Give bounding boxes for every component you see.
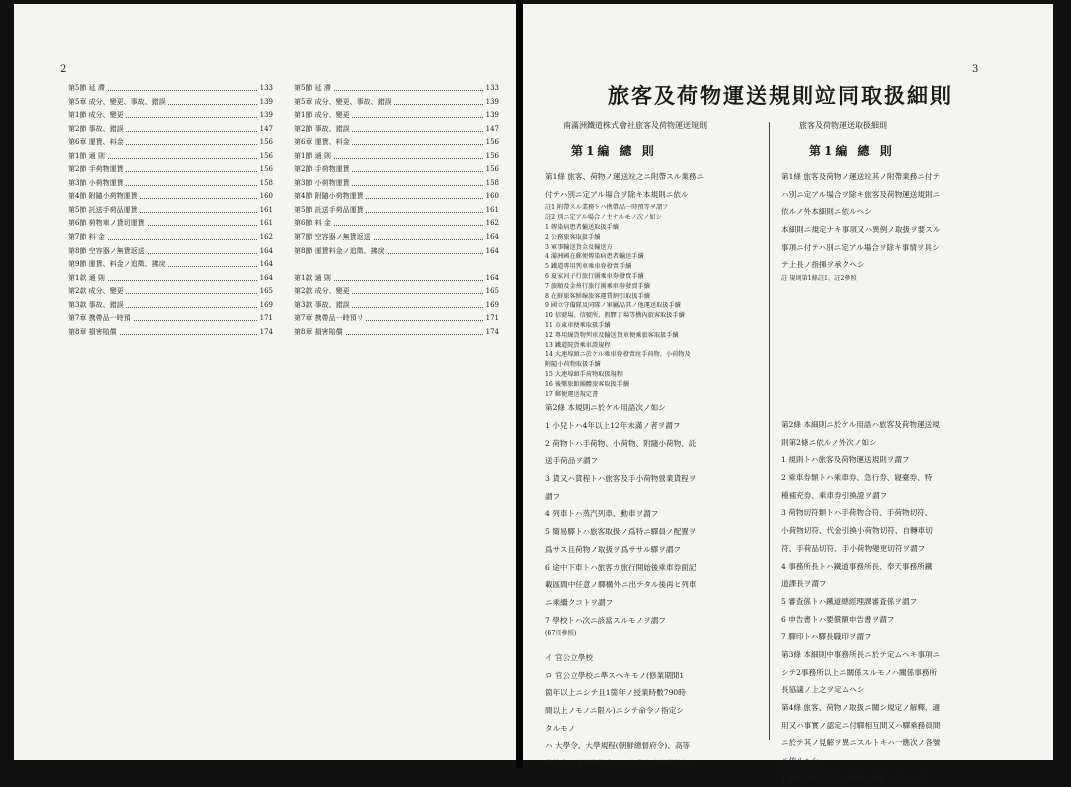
toc-entry-label: 第7節 料 金	[68, 231, 107, 245]
text-line: 9 國立守備隊及同隊ノ軍屬品其ノ他運送取扱手續	[545, 302, 681, 310]
text-line: 符、手荷品切符、手小荷物變更切符ヲ謂フ	[781, 543, 926, 553]
text-line: 5 審査係トハ鐵道總經理課審査係ヲ謂フ	[781, 596, 918, 606]
text-line: 12 專用線貨物列車及輸送貨車便乘旅客取扱手續	[545, 331, 679, 339]
toc-entry-label: 第2節 事故、錯誤	[68, 123, 126, 137]
text-line: 1 傳染病患者輸送取扱手續	[545, 223, 619, 231]
toc-entry-page: 156	[258, 163, 273, 177]
page-title: 旅客及荷物運送規則竝同取扱細則	[608, 83, 953, 108]
text-line: ハ別ニ定アル場合ヲ除キ旅客及荷物運送規則ニ	[781, 189, 941, 199]
toc-entry-page: 171	[484, 312, 499, 326]
page-number-left: 2	[60, 64, 67, 75]
toc-entry-page: 133	[258, 82, 273, 96]
text-line: 16 後樂旅館團體旅客取扱手續	[545, 380, 630, 388]
text-line: ニ乘繼クコトヲ謂フ	[545, 597, 614, 607]
toc-entry-label: 第3節 小荷物運賃	[68, 177, 126, 191]
column-divider	[769, 122, 770, 740]
toc-column-2	[294, 82, 499, 339]
left-page	[14, 4, 516, 760]
text-line: (67頁參照)	[545, 630, 577, 638]
toc-entry	[294, 109, 499, 123]
text-line: 3 軍事輸送貨金及輸送方	[545, 243, 613, 251]
toc-entry	[68, 177, 273, 191]
toc-entry-label: 第6章 運賃、料金	[294, 136, 352, 150]
toc-entry-page: 161	[258, 204, 273, 218]
text-line: 15 大連埠頭手荷物取扱規程	[545, 370, 623, 378]
toc-entry	[294, 312, 499, 326]
toc-entry-label: 第2節 事故、錯誤	[294, 123, 352, 137]
text-line: 13 鐵道院貨乘車證規程	[545, 341, 611, 349]
detailed-rules-subhead: 旅客及荷物運送取扱細則	[799, 121, 887, 130]
toc-entry-page: 156	[484, 136, 499, 150]
toc-entry	[68, 272, 273, 286]
toc-entry	[294, 96, 499, 110]
text-line: 註 規則第1條註1、註2參照	[781, 275, 857, 283]
toc-entry-label: 第1款 通 則	[294, 272, 333, 286]
text-line: 載區間中任意ノ驛構外ニ出テタル後再ヒ列車	[545, 580, 697, 590]
text-line: 種補充券、乘車券引換證ヲ謂フ	[781, 490, 888, 500]
text-line: シテ2事務所以上ニ關係スルモノハ關係事務所	[781, 667, 938, 677]
text-line: イ 官公立學校	[545, 653, 593, 663]
toc-entry-page: 156	[484, 150, 499, 164]
toc-entry-label: 第1節 通 則	[68, 150, 107, 164]
text-line: ハ 大學令、大學規程(朝鮮總督府令)、高等	[545, 741, 691, 751]
text-line: 2 荷物トハ手荷物、小荷物、附隨小荷物、託	[545, 438, 697, 448]
toc-entry-label: 第2節 手荷物運賃	[68, 163, 126, 177]
toc-column-1	[68, 82, 273, 339]
toc-entry-label: 第1節 成分、變更	[294, 109, 352, 123]
text-line: 14 大連埠頭ニ於ケル乘車券發賣竝手荷物、小荷物及	[545, 351, 691, 359]
toc-entry	[68, 204, 273, 218]
toc-entry-page: 162	[258, 231, 273, 245]
toc-entry-page: 162	[484, 217, 499, 231]
text-line: 7 旅順及金州行旅行團乘車券發賣手續	[545, 282, 650, 290]
toc-entry-page: 171	[258, 312, 273, 326]
toc-entry-label: 第2款 成分、變更	[68, 285, 126, 299]
toc-entry-label: 第6章 運賃、料金	[68, 136, 126, 150]
toc-entry	[294, 150, 499, 164]
toc-entry-label: 第5章 成分、變更、事故、錯誤	[68, 96, 168, 110]
toc-entry-page: 164	[258, 258, 273, 272]
text-line: 4 滿洲國在郵便傳染病患者輸送手續	[545, 253, 644, 261]
text-line: 長協議ノ上之ヲ定ムヘシ	[781, 685, 865, 695]
toc-entry	[68, 326, 273, 340]
toc-entry-label: 第3節 小荷物運賃	[294, 177, 352, 191]
right-page	[523, 4, 1053, 783]
text-line: 則第2條ニ依ルノ外次ノ如シ	[781, 437, 877, 447]
toc-entry-page: 139	[258, 96, 273, 110]
toc-entry	[68, 123, 273, 137]
text-line	[545, 639, 785, 649]
toc-entry-label: 第7節 空容器ノ無賃返送	[294, 231, 373, 245]
toc-entry	[68, 136, 273, 150]
toc-entry	[68, 190, 273, 204]
text-line: ロ 官公立學校ニ準スヘキモノ(修業期間1	[545, 670, 685, 680]
toc-entry-label: 第1款 通 則	[68, 272, 107, 286]
toc-entry-label: 第1節 通 則	[294, 150, 333, 164]
toc-entry-page: 165	[484, 285, 499, 299]
toc-entry-page: 147	[258, 123, 273, 137]
toc-entry-page: 160	[484, 190, 499, 204]
text-line: 本細則ニ規定ナキ事項又ハ異例ノ取扱ヲ要スル	[781, 225, 941, 235]
text-line: 6 途中下車トハ旅客カ旅行開始後乘車券面記	[545, 562, 697, 572]
text-line: 11 市東車便乘取扱手續	[545, 321, 611, 329]
toc-entry	[68, 150, 273, 164]
toc-entry-page: 169	[484, 299, 499, 313]
toc-entry	[68, 312, 273, 326]
toc-entry-label: 第5節 託送手荷品運賃	[68, 204, 140, 218]
text-line: 3 荷物切符類トハ手荷物合符、手荷物切符、	[781, 508, 933, 518]
text-line: 2 公務旅客取扱手續	[545, 233, 601, 241]
toc-entry	[68, 163, 273, 177]
text-line: ニ於テ其ノ見解ヲ異ニスルトキハ一應次ノ各號	[781, 738, 941, 748]
toc-entry-page: 158	[484, 177, 499, 191]
toc-entry-page: 164	[258, 245, 273, 259]
toc-entry-label: 第5節 託送手荷品運賃	[294, 204, 366, 218]
book-gutter	[516, 0, 523, 768]
toc-entry-page: 161	[484, 204, 499, 218]
text-line: 學校令、專門學校令、公立私立專門學校規	[545, 759, 690, 769]
toc-entry-page: 156	[258, 150, 273, 164]
toc-entry-label: 第9節 運賃、料金ノ追徵、拂戾	[68, 258, 168, 272]
detailed-rules-text-2	[781, 416, 1031, 787]
text-line: 2 乘車券類トハ乘車券、急行券、寢臺券、特	[781, 473, 933, 483]
toc-entry-page: 164	[484, 231, 499, 245]
text-line: 謂フ	[545, 491, 561, 501]
text-line: 第2條 本規則ニ於ケル用語次ノ如シ	[545, 403, 666, 413]
toc-entry-label: 第7章 携帶品一時預リ	[294, 312, 366, 326]
text-line: 小荷物切符、代金引換小荷物切符、自轉車切	[781, 526, 933, 536]
text-line: 10 信號場、信號所、假驛丁場等構內旅客取扱手續	[545, 312, 685, 320]
toc-entry	[68, 231, 273, 245]
toc-entry	[294, 177, 499, 191]
toc-entry	[68, 245, 273, 259]
toc-entry	[294, 217, 499, 231]
text-line: 註1 附帶スル業務トハ携帶品一時預等ヲ謂フ	[545, 204, 669, 212]
text-line: 註2 別ニ定アル場合ノ主ナルモノ次ノ如シ	[545, 214, 662, 222]
toc-entry-label: 第3款 事故、錯誤	[68, 299, 126, 313]
text-line: 第1條 旅客及荷物ノ運送竝其ノ附帶業務ニ付テ	[781, 172, 941, 181]
text-line: ニ依ルヘシ	[781, 756, 819, 766]
toc-entry-page: 156	[258, 136, 273, 150]
toc-entry	[294, 299, 499, 313]
toc-entry	[68, 217, 273, 231]
text-line: 第4條 旅客、荷物ノ取扱ニ關シ規定ノ解釋、適	[781, 703, 941, 712]
text-line: 第1條 旅客、荷物ノ運送竝之ニ附帶スル業務ニ	[545, 172, 705, 181]
toc-entry-page: 174	[258, 326, 273, 340]
toc-entry	[68, 299, 273, 313]
text-line: 1 驛相互間ニ於テハ發驛ノ取扱ニ依ルコト	[781, 773, 925, 783]
toc-entry-page: 139	[258, 109, 273, 123]
toc-entry	[68, 285, 273, 299]
regulations-part-heading: 第1編 總 則	[571, 144, 657, 158]
toc-entry-label: 第6節 荷物車ノ貸切運賃	[68, 217, 147, 231]
text-line: 第2條 本細則ニ於ケル用語ハ旅客及荷物運送規	[781, 420, 940, 429]
toc-entry-page: 169	[258, 299, 273, 313]
text-line: 7 學校トハ次ニ該當スルモノヲ謂フ	[545, 615, 666, 625]
toc-entry-page: 164	[484, 245, 499, 259]
toc-entry-page: 158	[258, 177, 273, 191]
detailed-rules-text-1	[781, 168, 1031, 284]
text-line: 8 在鮮旅客鮮線旅客運賃割引取扱手續	[545, 292, 650, 300]
text-line: 7 驛印トハ驛長職印ヲ謂フ	[781, 632, 872, 642]
toc-entry-label: 第7章 携帶品一時預	[68, 312, 133, 326]
page-number-right: 3	[972, 64, 979, 75]
text-line: 道課長ヲ謂フ	[781, 579, 827, 589]
text-line: 第3條 本細則中事務所長ニ於テ定ムヘキ事項ニ	[781, 649, 941, 659]
toc-entry-page: 139	[484, 96, 499, 110]
toc-entry-label: 第2款 成分、變更	[294, 285, 352, 299]
text-line: 1 小兒トハ4年以上12年未滿ノ者ヲ謂フ	[545, 421, 681, 430]
toc-entry	[294, 136, 499, 150]
detailed-rules-part-heading: 第1編 總 則	[809, 144, 895, 158]
text-line: 6 申告書トハ要償額申告書ヲ謂フ	[781, 614, 895, 624]
toc-entry-page: 156	[484, 163, 499, 177]
toc-entry-page: 133	[484, 82, 499, 96]
toc-entry	[294, 123, 499, 137]
text-line: タルモノ	[545, 723, 576, 733]
toc-entry	[294, 204, 499, 218]
toc-entry	[294, 82, 499, 96]
toc-entry-page: 164	[258, 272, 273, 286]
toc-entry-label: 第1節 成分、變更	[68, 109, 126, 123]
toc-entry-label: 第8章 損害賠償	[294, 326, 345, 340]
regulations-text	[545, 168, 785, 773]
toc-entry-page: 161	[258, 217, 273, 231]
text-line: 送手荷品ヲ謂フ	[545, 456, 599, 466]
toc-entry	[294, 163, 499, 177]
toc-entry-label: 第2節 手荷物運賃	[294, 163, 352, 177]
toc-entry-page: 174	[484, 326, 499, 340]
toc-entry	[294, 231, 499, 245]
text-line: 用又ハ事實ノ認定ニ付驛相互間又ハ驛乘務員間	[781, 720, 941, 730]
text-line: テ上長ノ指揮ヲ承クヘシ	[781, 260, 865, 270]
toc-entry-label: 第4節 附隨小荷物運賃	[294, 190, 366, 204]
toc-entry	[294, 272, 499, 286]
text-line: 5 簡易驛トハ旅客取扱ノ爲特ニ驛員ノ配置ヲ	[545, 527, 697, 537]
toc-entry-label: 第8節 運賃料金ノ追徵、拂戾	[294, 245, 387, 259]
toc-entry-label: 第5節 延 滯	[68, 82, 107, 96]
toc-entry	[68, 258, 273, 272]
toc-entry	[294, 190, 499, 204]
regulations-subhead: 南滿洲鐵道株式會社旅客及荷物運送規則	[563, 121, 707, 130]
text-line: 4 事務所長トハ鐵道事務所長、奉天事務所鐵	[781, 561, 933, 571]
text-line: 箇年以上ニシテ且1箇年ノ授業時數790時	[545, 688, 686, 698]
text-line: 付テハ別ニ定アル場合ヲ除キ本規則ニ依ル	[545, 189, 689, 199]
toc-entry-page: 139	[484, 109, 499, 123]
text-line: 5 鐵道專用列車乘車券發賣手續	[545, 263, 632, 271]
text-line: 爲サス且荷物ノ取扱ヲ爲ササル驛ヲ謂フ	[545, 544, 682, 554]
text-line: 4 列車トハ蒸汽列車、動車ヲ謂フ	[545, 509, 659, 519]
toc-entry	[294, 245, 499, 259]
toc-entry-label: 第8章 損害賠償	[68, 326, 119, 340]
toc-entry-page: 147	[484, 123, 499, 137]
toc-entry-label: 第4節 附隨小荷物運賃	[68, 190, 140, 204]
text-line: 依ルノ外本細則ニ依ルヘシ	[781, 207, 872, 217]
toc-entry	[294, 285, 499, 299]
text-line: 附隨小荷物取扱手續	[545, 361, 601, 369]
text-line: 6 夏家河子行旅行團乘車券發賣手續	[545, 272, 644, 280]
toc-entry-page: 165	[258, 285, 273, 299]
toc-entry-page: 164	[484, 272, 499, 286]
toc-entry-label: 第5章 成分、變更、事故、錯誤	[294, 96, 394, 110]
text-line: 1 規則トハ旅客及荷物運送規則ヲ謂フ	[781, 455, 910, 465]
toc-entry-label: 第8節 空容器ノ無賃返送	[68, 245, 147, 259]
text-line: 17 郵便運送規定書	[545, 390, 599, 398]
toc-entry	[68, 82, 273, 96]
toc-entry	[294, 326, 499, 340]
text-line: 間以上ノモノニ限ル)ニシテ命令ノ指定シ	[545, 706, 684, 716]
toc-entry-label: 第6節 料 金	[294, 217, 333, 231]
toc-entry-label: 第3款 事故、錯誤	[294, 299, 352, 313]
toc-entry	[68, 109, 273, 123]
toc-entry-label: 第5節 延 滯	[294, 82, 333, 96]
text-line: 事項ニ付テハ別ニ定アル場合ヲ除キ事情ヲ具シ	[781, 242, 940, 252]
toc-entry	[68, 96, 273, 110]
toc-entry-page: 160	[258, 190, 273, 204]
text-line: 3 貨又ハ貨程トハ旅客及手小荷物營業貨程ヲ	[545, 474, 697, 484]
